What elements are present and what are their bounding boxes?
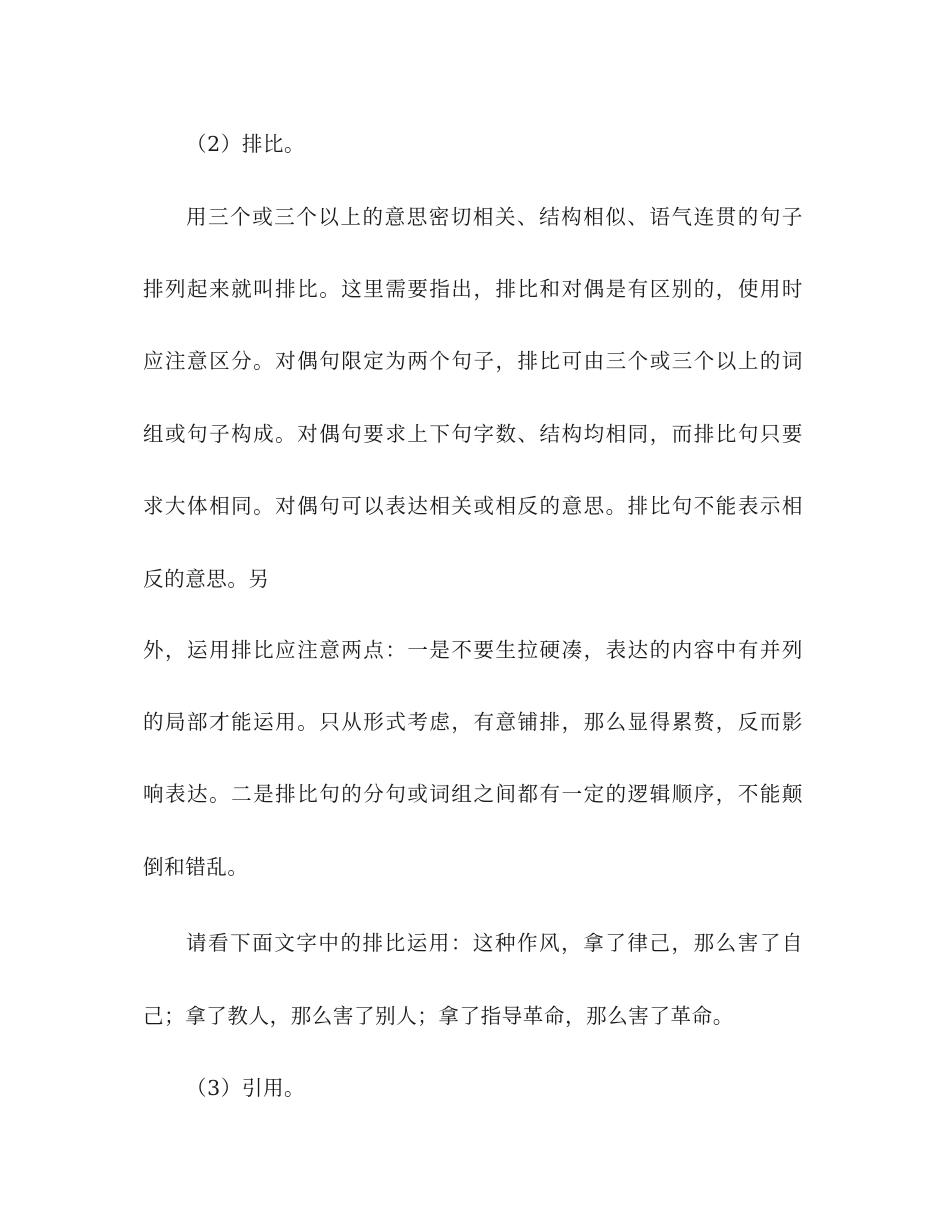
section-heading-parallelism: （2）排比。 [186, 132, 306, 156]
paragraph-line: 反的意思。另 [143, 567, 270, 591]
paragraph-line: 外，运用排比应注意两点：一是不要生拉硬凑，表达的内容中有并列 [143, 638, 803, 662]
paragraph-line: 响表达。二是排比句的分句或词组之间都有一定的逻辑顺序，不能颠 [143, 782, 803, 806]
paragraph-line: 倒和错乱。 [143, 855, 249, 879]
paragraph-line: 求大体相同。对偶句可以表达相关或相反的意思。排比句不能表示相 [143, 494, 803, 518]
paragraph-line: 己；拿了教人，那么害了别人；拿了指导革命，那么害了革命。 [143, 1004, 734, 1028]
paragraph-line: 的局部才能运用。只从形式考虑，有意铺排，那么显得累赘，反而影 [143, 710, 803, 734]
section-heading-quotation: （3）引用。 [186, 1076, 306, 1100]
paragraph-line: 应注意区分。对偶句限定为两个句子，排比可由三个或三个以上的词 [143, 349, 803, 373]
paragraph-line: 用三个或三个以上的意思密切相关、结构相似、语气连贯的句子 [186, 205, 803, 229]
paragraph-line: 排列起来就叫排比。这里需要指出，排比和对偶是有区别的，使用时 [143, 277, 803, 301]
paragraph-line: 请看下面文字中的排比运用：这种作风，拿了律己，那么害了自 [186, 931, 803, 955]
paragraph-line: 组或句子构成。对偶句要求上下句字数、结构均相同，而排比句只要 [143, 422, 803, 446]
